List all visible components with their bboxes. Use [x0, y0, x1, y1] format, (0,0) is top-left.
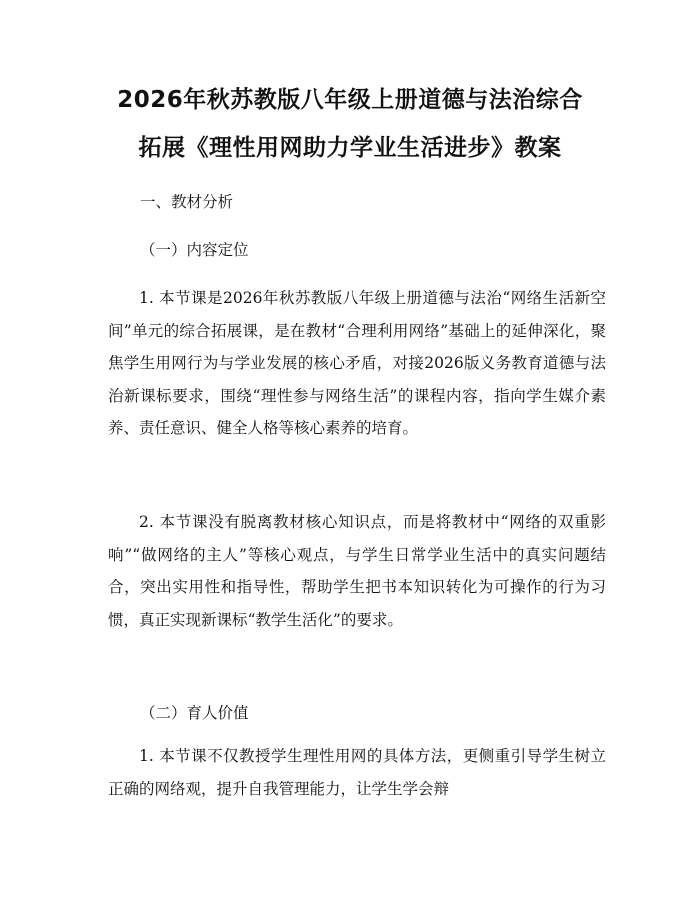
subsection-heading-educational-value: （二）育人价值: [140, 704, 249, 722]
paragraph-content-positioning-1: 1. 本节课是2026年秋苏教版八年级上册道德与法治“网络生活新空间”单元的综合拓展课，是在教材“合理利用网络”基础上的延伸深化，聚焦学生用网行为与学业发展的核心矛盾，对接2026版义务教育道德与法治新课标要求，围绕“理性参与网络生活”的课程内容，指向学生媒介素养、责任意识、健全人格等核心素养的培育。: [108, 289, 606, 437]
document-title-line-2: 拓展《理性用网助力学业生活进步》教案: [138, 135, 562, 161]
paragraph-educational-value-1: 1. 本节课不仅教授学生理性用网的具体方法，更侧重引导学生树立正确的网络观，提升自我管理能力，让学生学会辩: [108, 747, 606, 798]
section-heading-textbook-analysis: 一、教材分析: [140, 193, 234, 211]
paragraph-content-positioning-2: 2. 本节课没有脱离教材核心知识点，而是将教材中“网络的双重影响”“做网络的主人”等核心观点，与学生日常学业生活中的真实问题结合，突出实用性和指导性，帮助学生把书本知识转化为可操作的行为习惯，真正实现新课标“教学生活化”的要求。: [108, 513, 606, 629]
subsection-heading-content-positioning: （一）内容定位: [140, 241, 249, 259]
document-title-line-1: 2026年秋苏教版八年级上册道德与法治综合: [117, 87, 583, 113]
